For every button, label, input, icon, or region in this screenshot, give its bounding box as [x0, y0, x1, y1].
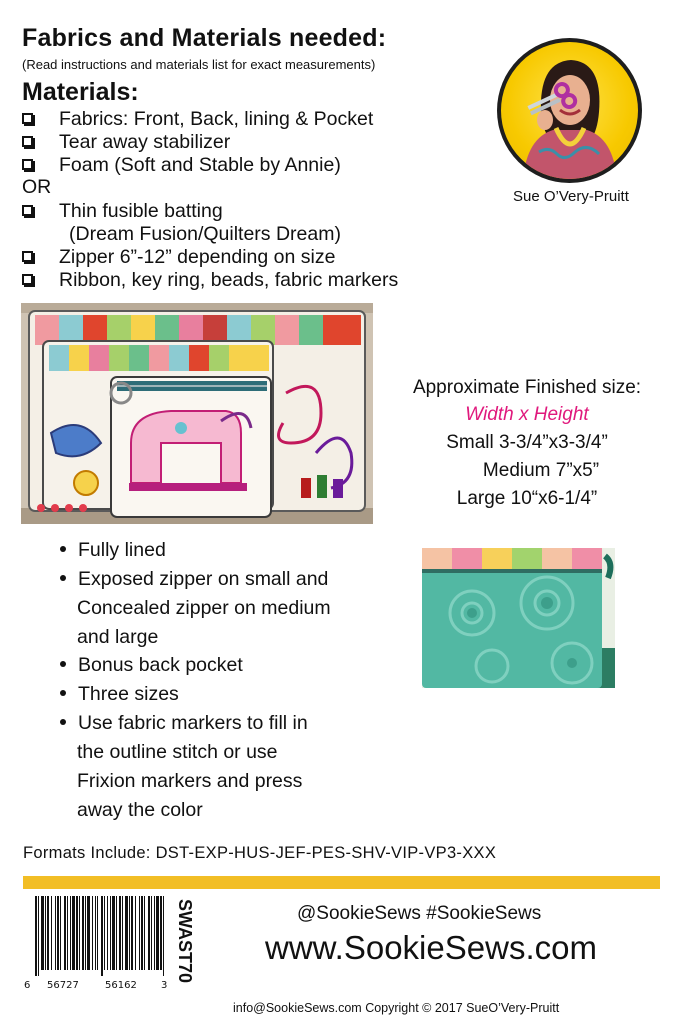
barcode-bar [119, 896, 121, 970]
svg-text:SWAST70: SWAST70 [175, 899, 195, 984]
feature-item: Bonus back pocket [60, 653, 243, 677]
product-photo-main [21, 303, 373, 524]
barcode-bar [47, 896, 49, 970]
page-subtitle: (Read instructions and materials list for exact measurements) [22, 57, 376, 72]
checkbox-icon [22, 113, 33, 124]
barcode-bar [35, 896, 37, 976]
barcode-bar [79, 896, 80, 970]
material-item-continued: (Dream Fusion/Quilters Dream) [69, 223, 341, 245]
divider-bar [23, 876, 660, 889]
barcode-bar [156, 896, 159, 970]
finished-size-heading: Approximate Finished size: [412, 377, 642, 398]
website-link[interactable]: www.SookieSews.com [265, 929, 597, 966]
barcode-group-1: 56727 [47, 980, 79, 991]
barcode-bar [141, 896, 143, 970]
barcode-bar [151, 896, 152, 970]
barcode-bar [72, 896, 75, 970]
barcode-bar [55, 896, 56, 970]
checkbox-icon [22, 159, 33, 170]
barcode-bar [110, 896, 111, 970]
bullet-icon [60, 546, 66, 552]
page-title: Fabrics and Materials needed: [22, 24, 387, 52]
barcode-bar [107, 896, 108, 970]
feature-item-continued: Frixion markers and press [77, 770, 303, 792]
materials-heading: Materials: [22, 78, 139, 106]
product-photo-small [422, 548, 615, 688]
feature-item-continued: Concealed zipper on medium [77, 597, 331, 619]
bullet-icon [60, 661, 66, 667]
bullet-icon [60, 690, 66, 696]
barcode-bar [70, 896, 71, 970]
barcode-bar [116, 896, 117, 970]
barcode-bar [57, 896, 59, 970]
barcode-bar [97, 896, 98, 970]
barcode-bar [82, 896, 84, 970]
checkbox-icon [22, 251, 33, 262]
barcode-digit-left: 6 [24, 980, 31, 991]
barcode-bar [85, 896, 86, 970]
checkbox-icon [22, 274, 33, 285]
feature-item-continued: the outline stitch or use [77, 741, 278, 763]
sku-code [168, 895, 204, 1005]
feature-item-continued: and large [77, 626, 159, 648]
barcode-bar [101, 896, 103, 976]
barcode-bar [154, 896, 155, 970]
finished-size-large: Large 10“x6-1/4” [456, 488, 598, 509]
feature-item: Exposed zipper on small and [60, 567, 328, 591]
barcode-bar [129, 896, 130, 970]
barcode-bar [139, 896, 140, 970]
barcode-bar [125, 896, 128, 970]
feature-item: Use fabric markers to fill in [60, 711, 308, 735]
barcode-bar [41, 896, 44, 970]
barcode-bar [144, 896, 145, 970]
barcode-bar [87, 896, 90, 970]
or-text: OR [22, 176, 52, 198]
material-item: Foam (Soft and Stable by Annie) [22, 154, 341, 176]
barcode-bar [38, 896, 39, 976]
feature-item-continued: away the color [77, 799, 203, 821]
barcode-bar [163, 896, 164, 976]
barcode-digit-right: 3 [161, 980, 168, 991]
finished-size-medium: Medium 7”x5” [482, 460, 600, 481]
barcode-bar [104, 896, 105, 970]
feature-item: Three sizes [60, 682, 179, 706]
material-item: Zipper 6”-12” depending on size [22, 246, 335, 268]
formats-line: Formats Include: DST-EXP-HUS-JEF-PES-SHV-VIP-VP3-XXX [23, 844, 497, 862]
material-item: Tear away stabilizer [22, 131, 230, 153]
finished-size-small: Small 3-3/4”x3-3/4” [446, 432, 608, 453]
barcode-bar [92, 896, 93, 970]
checkbox-icon [22, 205, 33, 216]
barcode [24, 896, 168, 992]
material-item: Fabrics: Front, Back, lining & Pocket [22, 108, 373, 130]
barcode-bar [131, 896, 133, 970]
barcode-bar [122, 896, 123, 970]
bullet-icon [60, 575, 66, 581]
material-item: Thin fusible batting [22, 200, 223, 222]
barcode-bar [160, 896, 162, 970]
barcode-bar [148, 896, 150, 970]
finished-size-dimensions: Width x Height [465, 404, 589, 425]
checkbox-icon [22, 136, 33, 147]
material-item: Ribbon, key ring, beads, fabric markers [22, 269, 398, 291]
barcode-bar [45, 896, 46, 970]
bullet-icon [60, 719, 66, 725]
social-handles: @SookieSews #SookieSews [297, 903, 542, 924]
barcode-bar [51, 896, 52, 970]
barcode-group-2: 56162 [105, 980, 137, 991]
feature-item: Fully lined [60, 538, 166, 562]
barcode-bar [76, 896, 78, 970]
designer-name: Sue O’Very-Pruitt [513, 188, 629, 205]
barcode-bar [95, 896, 96, 970]
barcode-bar [112, 896, 115, 970]
barcode-bar [135, 896, 136, 970]
barcode-bar [60, 896, 61, 970]
designer-portrait [497, 38, 642, 183]
barcode-bar [64, 896, 66, 970]
copyright-line: info@SookieSews.com Copyright © 2017 SueO’Very-Pruitt [233, 1001, 560, 1015]
barcode-bar [67, 896, 68, 970]
